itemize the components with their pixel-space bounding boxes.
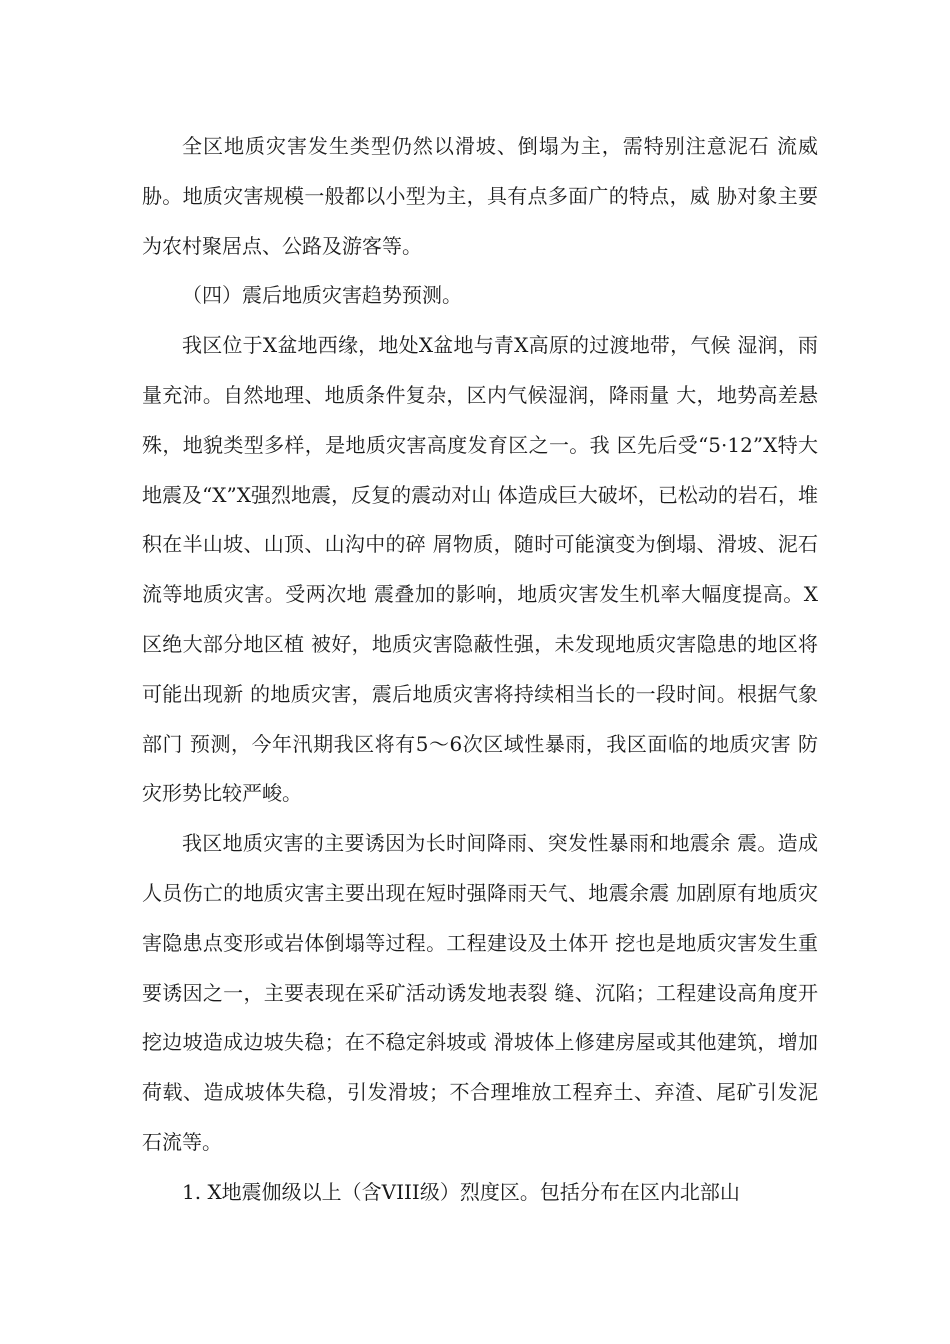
paragraph-hazard-types: 全区地质灾害发生类型仍然以滑坡、倒塌为主，需特别注意泥石 流威胁。地质灾害规模一般都以小型为主，具有点多面广的特点，威 胁对象主要为农村聚居点、公路及游客等。 [142, 134, 818, 258]
paragraph-hazard-causes: 我区地质灾害的主要诱因为长时间降雨、突发性暴雨和地震余 震。造成人员伤亡的地质灾害主要出现在短时强降雨天气、地震余震 加剧原有地质灾害隐患点变形或岩体倒塌等过程。工程建设及土体开 挖也是地质灾害发生重要诱因之一，主要表现在采矿活动诱发地表裂 缝、沉陷；工程建设高角度开挖边坡造成边坡失稳；在不稳定斜坡或 滑坡体上修建房屋或其他建筑，增加荷载、造成坡体失稳，引发滑坡；不合理堆放工程弃土、弃渣、尾矿引发泥石流等。 [142, 831, 818, 1154]
paragraph-regional-geology: 我区位于X盆地西缘，地处X盆地与青X高原的过渡地带，气候 湿润，雨量充沛。自然地理、地质条件复杂，区内气候湿润，降雨量 大，地势高差悬殊，地貌类型多样，是地质灾害高度发育区之一。我 区先后受“5·12”X特大地震及“X”X强烈地震，反复的震动对山 体造成巨大破坏，已松动的岩石，堆积在半山坡、山顶、山沟中的碎 屑物质，随时可能演变为倒塌、滑坡、泥石流等地质灾害。受两次地 震叠加的影响，地质灾害发生机率大幅度提高。X区绝大部分地区植 被好，地质灾害隐蔽性强，未发现地质灾害隐患的地区将可能出现新 的地质灾害，震后地质灾害将持续相当长的一段时间。根据气象部门 预测，今年汛期我区将有5〜6次区域性暴雨，我区面临的地质灾害 防灾形势比较严峻。 [142, 333, 818, 806]
section-heading-trend-forecast: （四）震后地质灾害趋势预测。 [182, 283, 462, 308]
document-page [142, 122, 818, 1218]
list-item-intensity-zone: 1. X地震伽级以上（含VIII级）烈度区。包括分布在区内北部山 [182, 1179, 740, 1204]
